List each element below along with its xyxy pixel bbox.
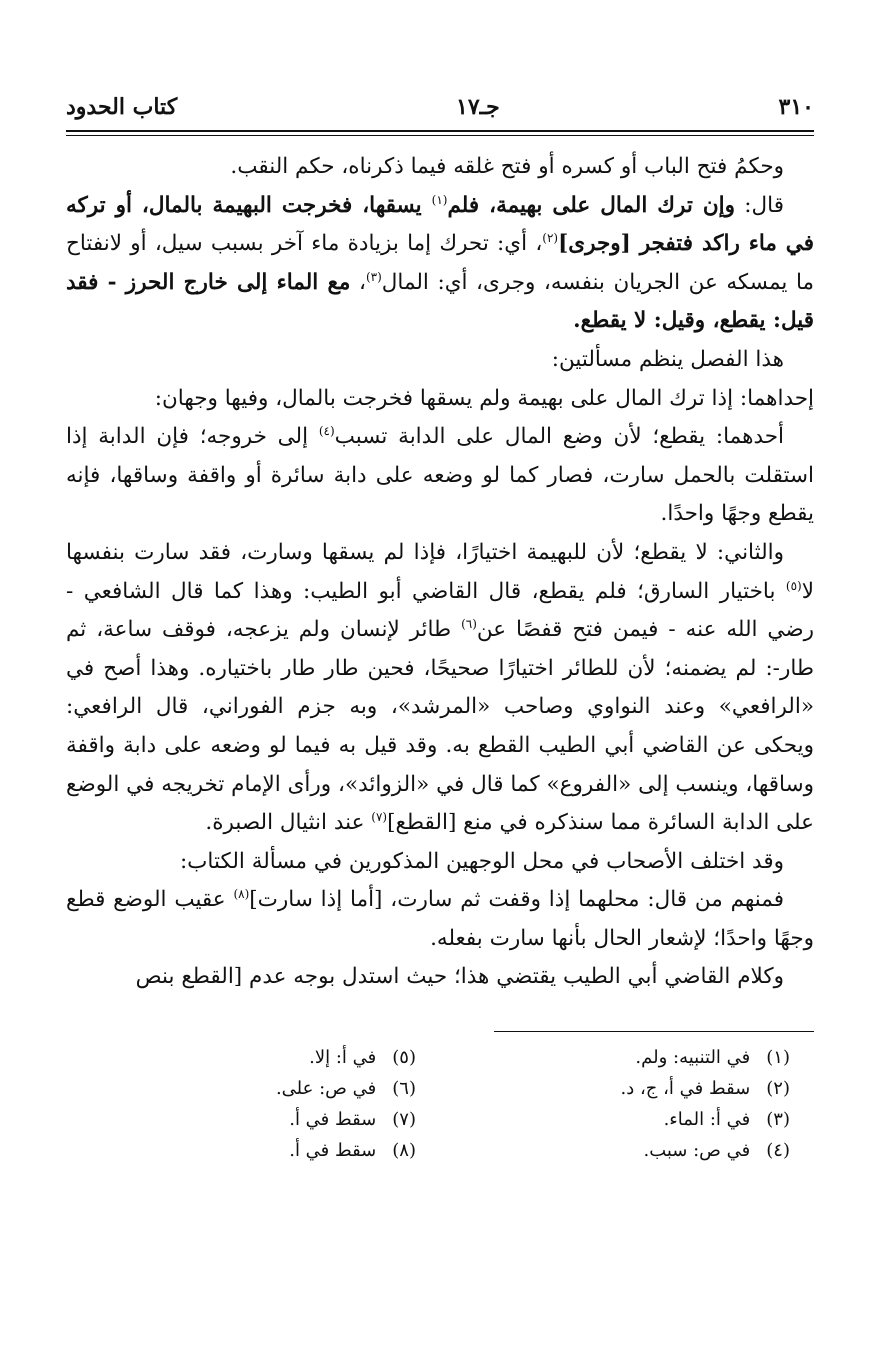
footnote: (٦) في ص: على. (275, 1078, 416, 1100)
footnote: (٧) سقط في أ. (289, 1109, 416, 1131)
running-header (66, 92, 814, 122)
footnote: (٣) في أ: الماء. (663, 1109, 790, 1131)
footnotes-column-left (66, 1042, 440, 1166)
volume-number: جـ١٧ (456, 94, 500, 120)
footnote: (٨) سقط في أ. (289, 1140, 416, 1162)
header-rule-thick (66, 130, 814, 132)
footnote-separator (494, 1031, 814, 1032)
paragraph: إحداهما: إذا ترك المال على بهيمة ولم يسقها فخرجت بالمال، وفيها وجهان: (154, 385, 814, 411)
footnote: (٥) في أ: إلا. (309, 1047, 416, 1069)
main-text (66, 148, 814, 997)
book-title: كتاب الحدود (66, 94, 178, 120)
paragraph: أحدهما: يقطع؛ لأن وضع المال على الدابة تسبب$^{(٤)}$ إلى خروجه؛ فإن الدابة إذا استقلت بالحمل سارت، فصار كما لو وضعه على دابة سائرة أو واقفة وساقها، فإنه يقطع وجهًا واحدًا. (66, 424, 814, 527)
footnote-ref: (١) (431, 192, 448, 207)
book-page (66, 92, 814, 1166)
footnote: (٢) سقط في أ، ج، د. (620, 1078, 790, 1100)
matn-text: وإن ترك المال على بهيمة، فلم (447, 192, 735, 218)
footnote-ref: (٨) (233, 887, 250, 902)
paragraph: وحكمُ فتح الباب أو كسره أو فتح غلقه فيما ذكرناه، حكم النقب. (230, 154, 784, 179)
footnote: (٤) في ص: سبب. (643, 1140, 790, 1162)
footnotes-column-right (440, 1042, 814, 1166)
paragraph: قال: وإن ترك المال على بهيمة، فلم$^{(١)}$ يسقها، فخرجت البهيمة بالمال، أو تركه في ماء راكد فتفجر [وجرى]$^{(٢)}$، أي: تحرك إما بزيادة ماء آخر بسبب سيل، أو لانفتاح ما يمسكه عن الجريان بنفسه، وجرى، أي: المال$^{(٣)}$، مع الماء إلى خارج الحرز - فقد قيل: يقطع، وقيل: لا يقطع. (66, 192, 815, 334)
paragraph: وكلام القاضي أبي الطيب يقتضي هذا؛ حيث استدل بوجه عدم [القطع بنص (135, 964, 784, 990)
paragraph: والثاني: لا يقطع؛ لأن للبهيمة اختيارًا، فإذا لم يسقها وسارت، فقد سارت بنفسها لا$^{(٥)}$ باختيار السارق؛ فلم يقطع، قال القاضي أبو الطيب: وهذا كما قال الشافعي - رضي الله عنه - فيمن فتح قفصًا عن$^{(٦)}$ طائر لإنسان ولم يزعجه، فوقف ساعة، ثم طار-: لم يضمنه؛ لأن للطائر اختيارًا صحيحًا، فحين طار طار باختياره. وهذا أصح في «الرافعي» وعند النواوي وصاحب «المرشد»، وبه جزم الفوراني، قال الرافعي: ويحكى عن القاضي أبي الطيب القطع به. وقد قيل به فيما لو وضعه على دابة واقفة وساقها، وينسب إلى «الفروع» كما قال في «الزوائد»، ورأى الإمام تخريجه في الوضع على الدابة السائرة مما سنذكره في منع [القطع]$^{(٧)}$ عند انثيال الصبرة. (66, 539, 814, 836)
paragraph: وقد اختلف الأصحاب في محل الوجهين المذكورين في مسألة الكتاب: (179, 848, 784, 874)
header-rule-thin (66, 135, 814, 136)
page-number: ٣١٠ (778, 94, 814, 120)
paragraph: فمنهم من قال: محلهما إذا وقفت ثم سارت، [أما إذا سارت]$^{(٨)}$ عقيب الوضع قطع وجهًا واحدًا؛ لإشعار الحال بأنها سارت بفعله. (66, 887, 814, 951)
footnote-ref: (٢) (542, 231, 559, 246)
footnote-ref: (٥) (785, 578, 802, 593)
footnotes (66, 1042, 814, 1166)
matn-text: مع الماء إلى خارج الحرز - فقد قيل: يقطع، وقيل: لا يقطع. (66, 269, 814, 334)
footnote-ref: (٦) (461, 616, 477, 631)
footnote: (١) في التنبيه: ولم. (635, 1047, 790, 1069)
footnote-ref: (٣) (365, 269, 382, 284)
matn-text: يسقها، فخرجت البهيمة بالمال، أو تركه في ماء راكد فتفجر [وجرى] (66, 192, 814, 257)
footnote-ref: (٤) (318, 424, 335, 438)
paragraph: هذا الفصل ينظم مسألتين: (551, 346, 784, 372)
footnote-ref: (٧) (371, 809, 388, 824)
